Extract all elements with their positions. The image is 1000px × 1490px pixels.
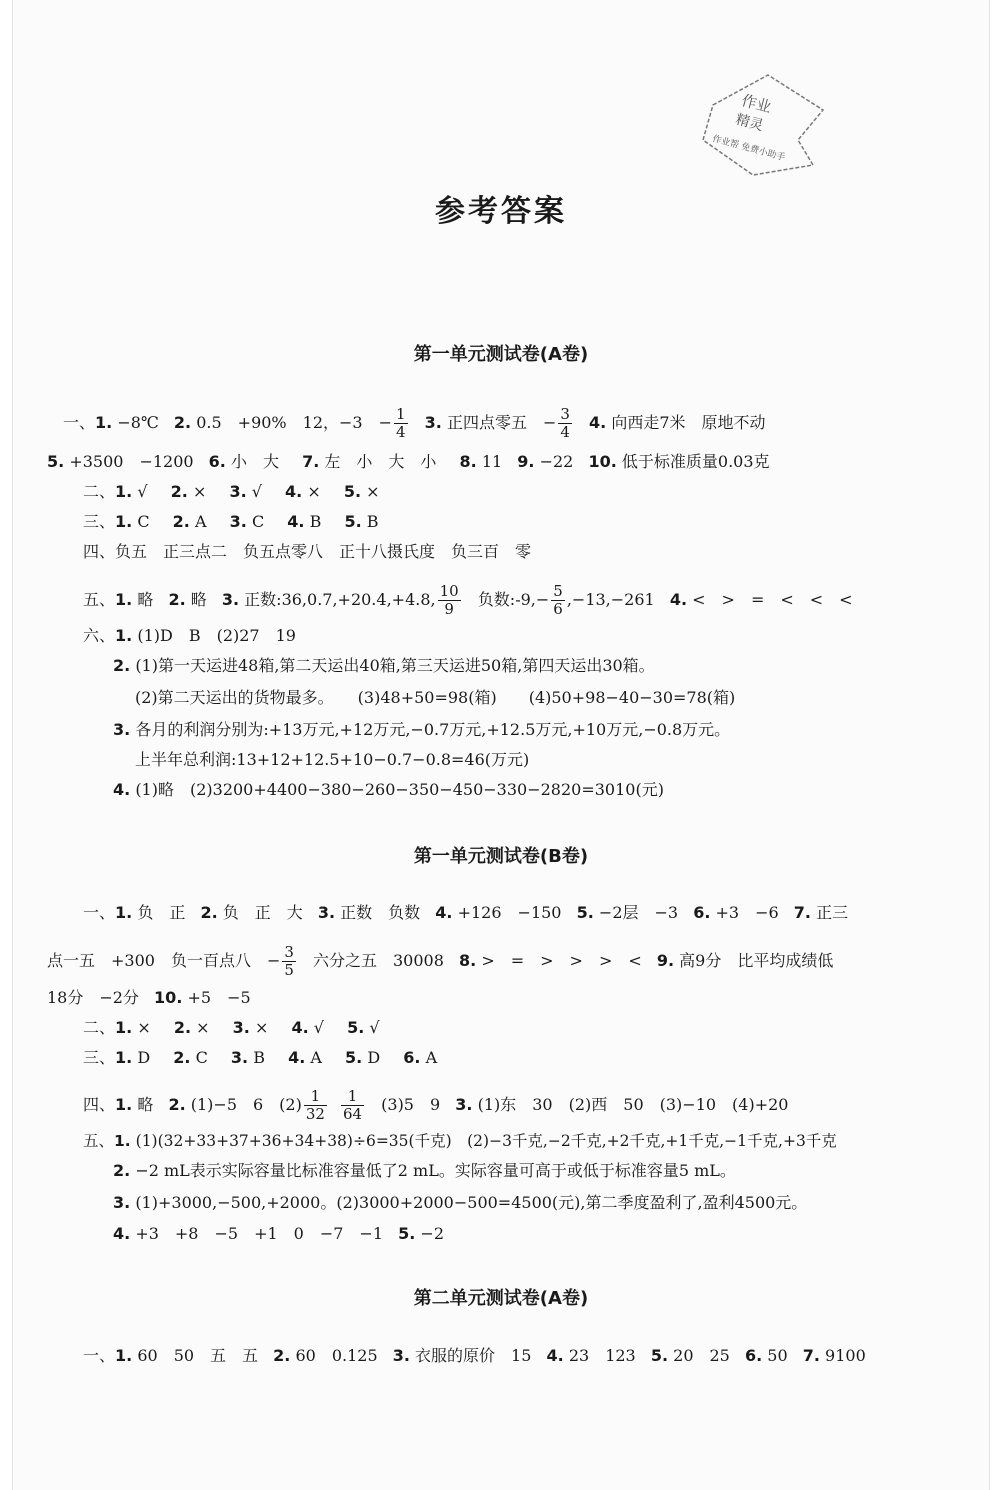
answer-line: 3. 各月的利润分别为:+13万元,+12万元,−0.7万元,+12.5万元,+10万元,−0.8万元。 <box>113 720 731 739</box>
answer-line: 2. −2 mL表示实际容量比标准容量低了2 mL。实际容量可高于或低于标准容量5 mL。 <box>113 1161 736 1180</box>
fraction: $\frac{1}{4}$ <box>396 405 406 441</box>
answer-line: (2)第二天运出的货物最多。 (3)48+50=98(箱) (4)50+98−40−30=78(箱) <box>135 688 736 707</box>
page-title: 参考答案 <box>435 194 567 229</box>
answer-line: 4. +3 +8 −5 +1 0 −7 −1 5. −2 <box>113 1224 445 1243</box>
answer-line: 一、1. 60 50 五 五 2. 60 0.125 3. 衣服的原价 15 4. 23 123 5. 20 25 6. 50 7. 9100 <box>83 1346 866 1365</box>
section-heading-unit2-a: 第二单元测试卷(A卷) <box>413 1288 589 1309</box>
answer-line: 二、1. √ 2. × 3. √ 4. × 5. × <box>83 482 380 501</box>
answer-line: 5. +3500 −1200 6. 小 大 7. 左 小 大 小 8. 11 9. −22 10. 低于标准质量0.03克 <box>47 452 770 471</box>
answer-line: 2. (1)第一天运进48箱,第二天运出40箱,第三天运进50箱,第四天运出30箱。 <box>113 656 655 675</box>
fraction: $\frac{10}{9}$ <box>439 582 459 618</box>
answer-line: 二、1. × 2. × 3. × 4. √ 5. √ <box>83 1018 380 1037</box>
answer-line: 一、1. 负 正 2. 负 正 大 3. 正数 负数 4. +126 −150 5. −2层 −3 6. +3 −6 7. 正三 <box>83 903 849 922</box>
answer-line: 3. (1)+3000,−500,+2000。(2)3000+2000−500=4500(元),第二季度盈利了,盈利4500元。 <box>113 1193 808 1212</box>
fraction: $\frac{1}{64}$ <box>342 1087 363 1123</box>
fraction: $\frac{1}{32}$ <box>305 1087 325 1123</box>
fraction: $\frac{5}{6}$ <box>553 582 563 618</box>
answer-line: 点一五 +300 负一百点八 − $\frac{3}{5}$ 六分之五 30008 8. > = > > > < 9. 高9分 比平均成绩低 <box>47 943 834 979</box>
section-heading-unit1-b: 第一单元测试卷(B卷) <box>413 846 589 867</box>
svg-text:作业: 作业 <box>739 91 774 117</box>
answer-page <box>12 0 990 1490</box>
homework-stamp-logo <box>693 70 833 180</box>
answer-line: 上半年总利润:13+12+12.5+10−0.7−0.8=46(万元) <box>135 750 530 769</box>
section-heading-unit1-a: 第一单元测试卷(A卷) <box>413 344 589 365</box>
svg-text:精灵: 精灵 <box>733 111 765 135</box>
answer-line: 六、1. (1)D B (2)27 19 <box>83 626 296 645</box>
fraction: $\frac{3}{5}$ <box>284 943 294 979</box>
answer-line: 一、1. −8℃ 2. 0.5 +90% 12，−3 − $\frac{1}{4}$ 3. 正四点零五 − $\frac{3}{4}$ 4. 向西走7米 原地不动 <box>63 405 766 441</box>
fraction: $\frac{3}{4}$ <box>560 405 570 441</box>
answer-line: 18分 −2分 10. +5 −5 <box>47 988 251 1007</box>
answer-line: 四、负五 正三点二 负五点零八 正十八摄氏度 负三百 零 <box>83 542 532 561</box>
answer-line: 三、1. C 2. A 3. C 4. B 5. B <box>83 512 379 531</box>
svg-text:作业帮 免费小助手: 作业帮 免费小助手 <box>711 134 787 164</box>
answer-line: 五、1. (1)(32+33+37+36+34+38)÷6=35(千克) (2)−3千克,−2千克,+2千克,+1千克,−1千克,+3千克 <box>83 1132 837 1150</box>
answer-line: 五、1. 略 2. 略 3. 正数:36,0.7,+20.4,+4.8, $\frac{10}{9}$ 负数:-9,− $\frac{5}{6}$ ,−13,−261 4. < > = < < < <box>83 582 853 618</box>
answer-line: 四、1. 略 2. (1)−5 6 (2) $\frac{1}{32}$ $\frac{1}{64}$ (3)5 9 3. (1)东 30 (2)西 50 (3)−10 (4)+20 <box>83 1087 789 1123</box>
answer-line: 4. (1)略 (2)3200+4400−380−260−350−450−330−2820=3010(元) <box>113 780 664 799</box>
answer-line: 三、1. D 2. C 3. B 4. A 5. D 6. A <box>83 1048 438 1067</box>
